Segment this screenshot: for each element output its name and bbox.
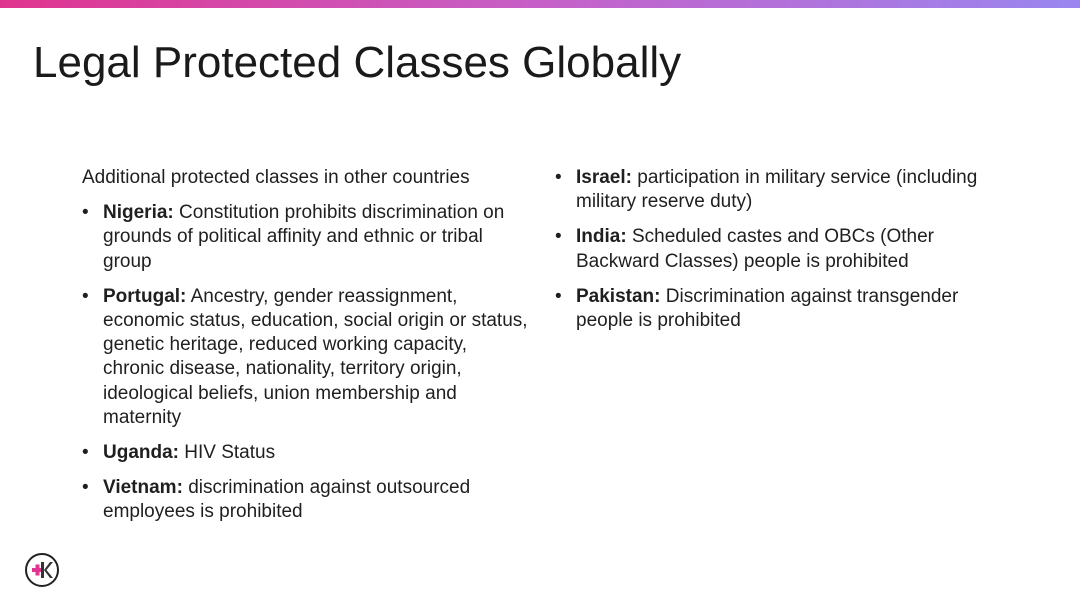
intro-text: Additional protected classes in other countries bbox=[82, 167, 470, 188]
country-label: Uganda: bbox=[103, 442, 179, 464]
country-label: Nigeria: bbox=[103, 202, 174, 224]
right-bullet-list bbox=[555, 166, 1005, 333]
left-column bbox=[82, 166, 532, 536]
bullet-icon: • bbox=[555, 167, 562, 188]
item-text: Scheduled castes and OBCs (Other Backward Classes) people is prohibited bbox=[576, 226, 934, 272]
logo-k-arms bbox=[44, 562, 53, 578]
slide-title: Legal Protected Classes Globally bbox=[33, 38, 682, 87]
item-text: discrimination against outsourced employees is prohibited bbox=[103, 477, 471, 523]
top-accent-bar bbox=[0, 0, 1080, 8]
item-text: Constitution prohibits discrimination on grounds of political affinity and ethnic or tribal group bbox=[103, 202, 505, 272]
item-text: Discrimination against transgender people is prohibited bbox=[576, 285, 959, 332]
country-label: Vietnam: bbox=[103, 477, 183, 499]
bullet-icon: • bbox=[555, 285, 562, 307]
logo-plus-vertical bbox=[36, 565, 40, 576]
bullet-icon: • bbox=[82, 477, 89, 499]
list-item-israel bbox=[555, 166, 1005, 214]
country-label: Portugal: bbox=[103, 285, 187, 307]
list-item-nigeria bbox=[82, 201, 532, 274]
list-item-pakistan bbox=[555, 285, 1005, 333]
bullet-icon: • bbox=[555, 226, 562, 248]
bullet-icon: • bbox=[82, 202, 89, 224]
country-label: India: bbox=[576, 226, 627, 248]
list-item-portugal bbox=[82, 285, 532, 430]
logo-k-stem bbox=[41, 562, 44, 578]
item-text: HIV Status bbox=[184, 442, 276, 464]
item-text: Ancestry, gender reassignment, economic status, education, social origin or status, genetic heritage, reduced working capacity, chronic disease, nationality, territory origin, ideological beliefs, union membership and maternity bbox=[103, 285, 528, 428]
item-text: participation in military service (including military reserve duty) bbox=[576, 167, 978, 213]
right-column bbox=[555, 166, 1005, 344]
bullet-icon: • bbox=[82, 442, 89, 464]
list-item-india bbox=[555, 225, 1005, 273]
list-item-vietnam bbox=[82, 476, 532, 524]
country-label: Israel: bbox=[576, 167, 632, 188]
logo-graphic bbox=[27, 555, 57, 585]
left-bullet-list bbox=[82, 201, 532, 524]
k-plus-logo-icon bbox=[25, 553, 59, 587]
country-label: Pakistan: bbox=[576, 285, 661, 307]
bullet-icon: • bbox=[82, 285, 89, 307]
list-item-uganda bbox=[82, 441, 532, 465]
